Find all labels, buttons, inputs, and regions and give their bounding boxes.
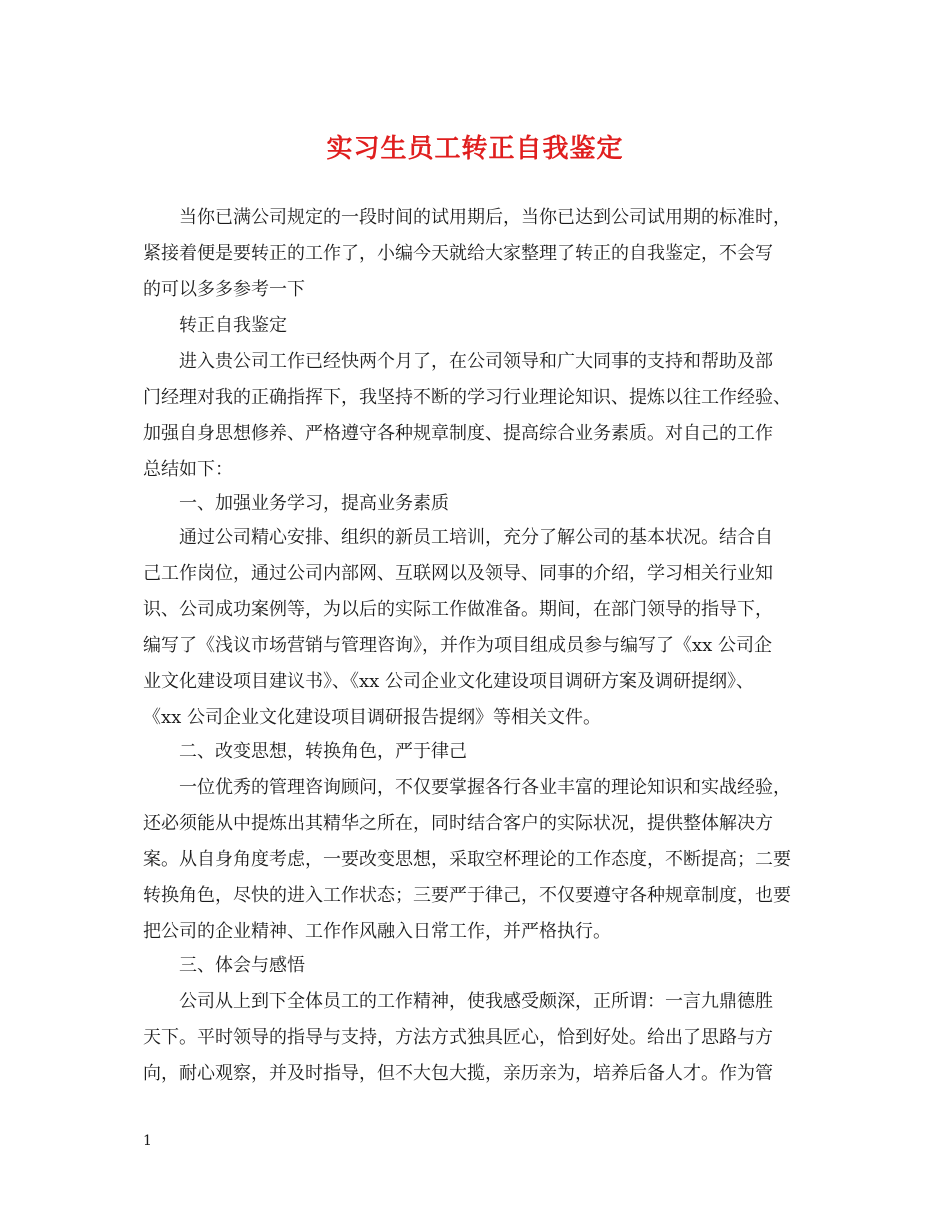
section-heading: 转正自我鉴定 — [179, 315, 287, 336]
body-line: 把公司的企业精神、工作作风融入日常工作，并严格执行。 — [143, 921, 611, 942]
body-line: 案。从自身角度考虑，一要改变思想，采取空杯理论的工作态度，不断提高；二要 — [143, 849, 791, 870]
body-line: 业文化建设项目建议书》、《xx 公司企业文化建设项目调研方案及调研提纲》、 — [143, 671, 755, 692]
body-line: 己工作岗位，通过公司内部网、互联网以及领导、同事的介绍，学习相关行业知 — [143, 563, 773, 584]
body-line: 公司从上到下全体员工的工作精神，使我感受颇深，正所谓：一言九鼎德胜 — [179, 991, 773, 1012]
body-line: 紧接着便是要转正的工作了，小编今天就给大家整理了转正的自我鉴定，不会写 — [143, 243, 773, 264]
body-line: 向，耐心观察，并及时指导，但不大包大揽，亲历亲为，培养后备人才。作为管 — [143, 1063, 773, 1084]
section-heading: 二、改变思想，转换角色，严于律己 — [179, 741, 467, 762]
body-line: 当你已满公司规定的一段时间的试用期后，当你已达到公司试用期的标准时， — [179, 207, 791, 228]
body-line: 加强自身思想修养、严格遵守各种规章制度、提高综合业务素质。对自己的工作 — [143, 423, 773, 444]
body-line: 通过公司精心安排、组织的新员工培训，充分了解公司的基本状况。结合自 — [179, 527, 773, 548]
body-line: 的可以多多参考一下 — [143, 279, 305, 300]
body-line: 编写了《浅议市场营销与管理咨询》，并作为项目组成员参与编写了《xx 公司企 — [143, 635, 773, 656]
body-line: 识、公司成功案例等，为以后的实际工作做准备。期间，在部门领导的指导下， — [143, 599, 773, 620]
body-line: 总结如下： — [143, 459, 233, 480]
body-line: 还必须能从中提炼出其精华之所在，同时结合客户的实际状况，提供整体解决方 — [143, 813, 773, 834]
page-number: 1 — [143, 1133, 152, 1149]
section-heading: 三、体会与感悟 — [179, 955, 305, 976]
section-heading: 一、加强业务学习，提高业务素质 — [179, 493, 449, 514]
body-line: 《xx 公司企业文化建设项目调研报告提纲》等相关文件。 — [143, 707, 602, 728]
body-line: 转换角色，尽快的进入工作状态；三要严于律己，不仅要遵守各种规章制度，也要 — [143, 885, 791, 906]
body-line: 门经理对我的正确指挥下，我坚持不断的学习行业理论知识、提炼以往工作经验、 — [143, 387, 791, 408]
body-line: 进入贵公司工作已经快两个月了，在公司领导和广大同事的支持和帮助及部 — [179, 351, 773, 372]
page-title: 实习生员工转正自我鉴定 — [326, 134, 624, 164]
body-line: 一位优秀的管理咨询顾问，不仅要掌握各行各业丰富的理论知识和实战经验， — [179, 777, 791, 798]
body-line: 天下。平时领导的指导与支持，方法方式独具匠心，恰到好处。给出了思路与方 — [143, 1027, 773, 1048]
